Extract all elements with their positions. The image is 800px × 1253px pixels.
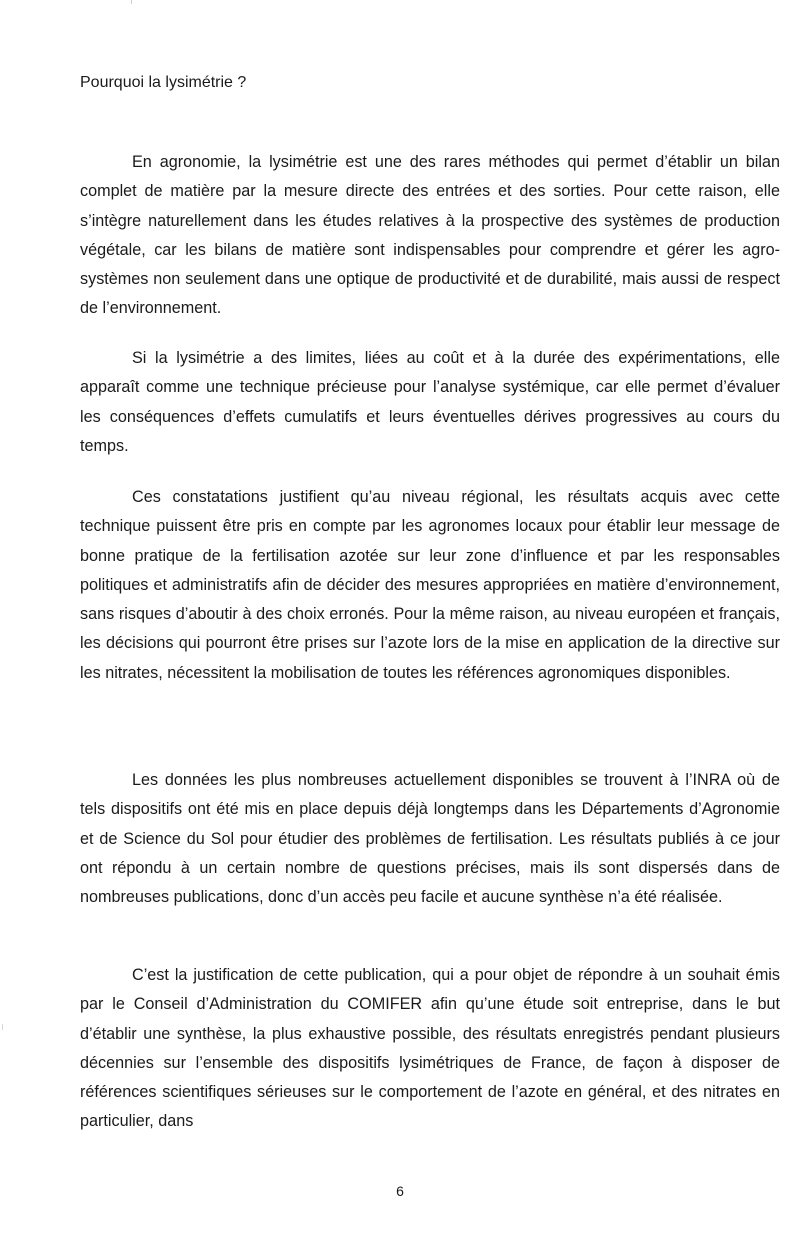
scan-mark	[131, 0, 132, 4]
paragraph: C’est la justification de cette publication, qui a pour objet de répondre à un souhait émis par le Conseil d’Administration du COMIFER afin qu’une étude soit entreprise, dans le but d’établir une synthèse, la plus exhaustive possible, des résultats enregistrés pendant plusieurs décennies sur l’ensemble des dispositifs lysimétriques de France, de façon à disposer de références scientifiques sérieuses sur le comportement de l’azote en général, et des nitrates en particulier, dans	[80, 966, 780, 1131]
paragraph: Ces constatations justifient qu’au niveau régional, les résultats acquis avec cette technique puissent être pris en compte par les agronomes locaux pour établir leur message de bonne pratique de la fertilisation azotée sur leur zone d’influence et par les responsables politiques et administratifs afin de décider des mesures appropriées en matière d’environnement, sans risques d’aboutir à des choix erronés. Pour la même raison, au niveau européen et français, les décisions qui pourront être prises sur l’azote lors de la mise en application de la directive sur les nitrates, nécessitent la mobilisation de toutes les références agronomiques disponibles.	[80, 488, 780, 682]
paragraph: Si la lysimétrie a des limites, liées au coût et à la durée des expérimentations, elle apparaît comme une technique précieuse pour l’analyse systémique, car elle permet d’évaluer les conséquences d’effets cumulatifs et leurs éventuelles dérives progressives au cours du temps.	[80, 349, 780, 455]
page-number: 6	[396, 1183, 404, 1199]
section-heading: Pourquoi la lysimétrie ?	[80, 74, 247, 91]
paragraph: En agronomie, la lysimétrie est une des rares méthodes qui permet d’établir un bilan complet de matière par la mesure directe des entrées et des sorties. Pour cette raison, elle s’intègre naturellement dans les études relatives à la prospective des systèmes de production végétale, car les bilans de matière sont indispensables pour comprendre et gérer les agro-systèmes non seulement dans une optique de productivité et de durabilité, mais aussi de respect de l’environnement.	[80, 153, 780, 318]
paragraph: Les données les plus nombreuses actuellement disponibles se trouvent à l’INRA où de tels dispositifs ont été mis en place depuis déjà longtemps dans les Départements d’Agronomie et de Science du Sol pour étudier des problèmes de fertilisation. Les résultats publiés à ce jour ont répondu à un certain nombre de questions précises, mais ils sont dispersés dans de nombreuses publications, donc d’un accès peu facile et aucune synthèse n’a été réalisée.	[80, 771, 780, 907]
scan-mark	[2, 1024, 3, 1030]
